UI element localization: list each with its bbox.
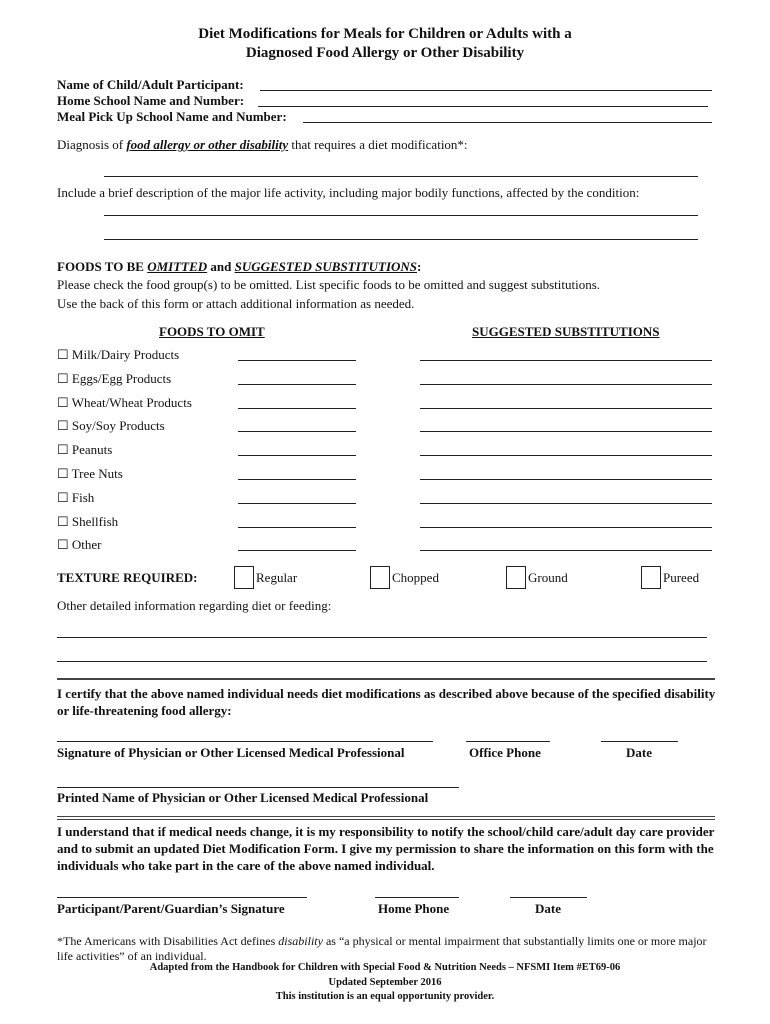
foods-instructions-2: Use the back of this form or attach additional information as needed.: [57, 296, 415, 311]
diagnosis-label: Diagnosis of food allergy or other disability that requires a diet modification*:: [57, 137, 468, 152]
adapted-from-note: Adapted from the Handbook for Children with Special Food & Nutrition Needs – NFSMI Item #ET69-06: [149, 962, 621, 973]
diagnosis-field[interactable]: [104, 176, 698, 177]
printed-name-field[interactable]: [57, 787, 459, 788]
food-item-checkbox[interactable]: ☐ Other: [57, 537, 102, 553]
guardian-date-label: Date: [535, 901, 561, 916]
food-item-checkbox[interactable]: ☐ Shellfish: [57, 513, 119, 529]
office-phone-field[interactable]: [466, 741, 550, 742]
food-omit-field[interactable]: [238, 431, 356, 432]
home-phone-field[interactable]: [375, 897, 459, 898]
food-item-checkbox[interactable]: ☐ Wheat/Wheat Products: [57, 394, 192, 410]
texture-chopped-label: Chopped: [392, 570, 439, 585]
food-item-checkbox[interactable]: ☐ Soy/Soy Products: [57, 418, 165, 434]
texture-label: TEXTURE REQUIRED:: [57, 570, 198, 585]
life-activity-field-1[interactable]: [104, 215, 698, 216]
guardian-date-field[interactable]: [510, 897, 587, 898]
food-item-checkbox[interactable]: ☐ Tree Nuts: [57, 466, 123, 481]
food-omit-field[interactable]: [238, 550, 356, 551]
ada-footnote: *The Americans with Disabilities Act defines disability as “a physical or mental impairment that substantially limits one or more major life activities” of an individual.: [57, 934, 707, 963]
other-info-field-2[interactable]: [57, 661, 707, 662]
section-divider-1: [57, 678, 715, 680]
col-foods-to-omit: FOODS TO OMIT: [159, 324, 265, 339]
understand-statement: I understand that if medical needs change, it is my responsibility to notify the school/child care/adult day care provider and to submit an updated Diet Modification Form. I give my permission to share the information on this form with the individuals who take part in the care of the above named individual.: [57, 824, 715, 873]
food-substitution-field[interactable]: [420, 550, 712, 551]
other-info-field-1[interactable]: [57, 637, 707, 638]
texture-chopped-checkbox[interactable]: [370, 566, 390, 589]
food-item-checkbox[interactable]: ☐ Peanuts: [57, 442, 113, 458]
physician-date-label: Date: [626, 745, 652, 760]
physician-signature-field[interactable]: [57, 741, 433, 742]
section-divider-2a: [57, 816, 715, 817]
food-substitution-field[interactable]: [420, 408, 712, 409]
form-title-line-2: Diagnosed Food Allergy or Other Disability: [245, 45, 525, 61]
form-title-line-1: Diet Modifications for Meals for Children or Adults with a: [198, 26, 572, 42]
food-substitution-field[interactable]: [420, 479, 712, 480]
pickup-school-label: Meal Pick Up School Name and Number:: [57, 109, 287, 124]
foods-heading: FOODS TO BE OMITTED and SUGGESTED SUBSTITUTIONS:: [57, 259, 422, 274]
home-school-label: Home School Name and Number:: [57, 93, 245, 108]
texture-regular-checkbox[interactable]: [234, 566, 254, 589]
life-activity-field-2[interactable]: [104, 239, 698, 240]
texture-pureed-label: Pureed: [663, 570, 700, 585]
food-item-checkbox[interactable]: ☐ Milk/Dairy Products: [57, 347, 180, 362]
food-substitution-field[interactable]: [420, 455, 712, 456]
updated-note: Updated September 2016: [328, 977, 442, 988]
pickup-school-field[interactable]: [303, 122, 712, 123]
food-omit-field[interactable]: [238, 503, 356, 504]
section-divider-2b: [57, 819, 715, 820]
equal-opportunity-note: This institution is an equal opportunity provider.: [275, 991, 495, 1002]
other-info-label: Other detailed information regarding diet or feeding:: [57, 598, 332, 613]
life-activity-label: Include a brief description of the major life activity, including major bodily functions, affected by the condition:: [57, 185, 640, 200]
printed-name-label: Printed Name of Physician or Other Licensed Medical Professional: [57, 790, 429, 805]
physician-signature-label: Signature of Physician or Other Licensed Medical Professional: [57, 745, 405, 760]
food-omit-field[interactable]: [238, 384, 356, 385]
food-omit-field[interactable]: [238, 360, 356, 361]
guardian-signature-label: Participant/Parent/Guardian’s Signature: [57, 901, 285, 916]
food-omit-field[interactable]: [238, 527, 356, 528]
food-substitution-field[interactable]: [420, 431, 712, 432]
office-phone-label: Office Phone: [469, 745, 541, 760]
texture-regular-label: Regular: [256, 570, 298, 585]
foods-instructions-1: Please check the food group(s) to be omitted. List specific foods to be omitted and suggest substitutions.: [57, 277, 601, 292]
guardian-signature-field[interactable]: [57, 897, 307, 898]
physician-date-field[interactable]: [601, 741, 678, 742]
food-omit-field[interactable]: [238, 479, 356, 480]
home-phone-label: Home Phone: [378, 901, 450, 916]
food-substitution-field[interactable]: [420, 503, 712, 504]
participant-name-label: Name of Child/Adult Participant:: [57, 77, 244, 92]
texture-pureed-checkbox[interactable]: [641, 566, 661, 589]
col-suggested-substitutions: SUGGESTED SUBSTITUTIONS: [472, 324, 660, 339]
food-omit-field[interactable]: [238, 455, 356, 456]
food-item-checkbox[interactable]: ☐ Fish: [57, 489, 95, 505]
home-school-field[interactable]: [258, 106, 708, 107]
texture-ground-label: Ground: [528, 570, 568, 585]
participant-name-field[interactable]: [260, 90, 712, 91]
texture-ground-checkbox[interactable]: [506, 566, 526, 589]
food-substitution-field[interactable]: [420, 527, 712, 528]
diagnosis-emphasis: food allergy or other disability: [126, 137, 289, 152]
food-substitution-field[interactable]: [420, 360, 712, 361]
food-item-checkbox[interactable]: ☐ Eggs/Egg Products: [57, 370, 172, 386]
food-substitution-field[interactable]: [420, 384, 712, 385]
certify-statement: I certify that the above named individual needs diet modifications as described above because of the specified disability or life-threatening food allergy:: [57, 686, 716, 718]
food-omit-field[interactable]: [238, 408, 356, 409]
